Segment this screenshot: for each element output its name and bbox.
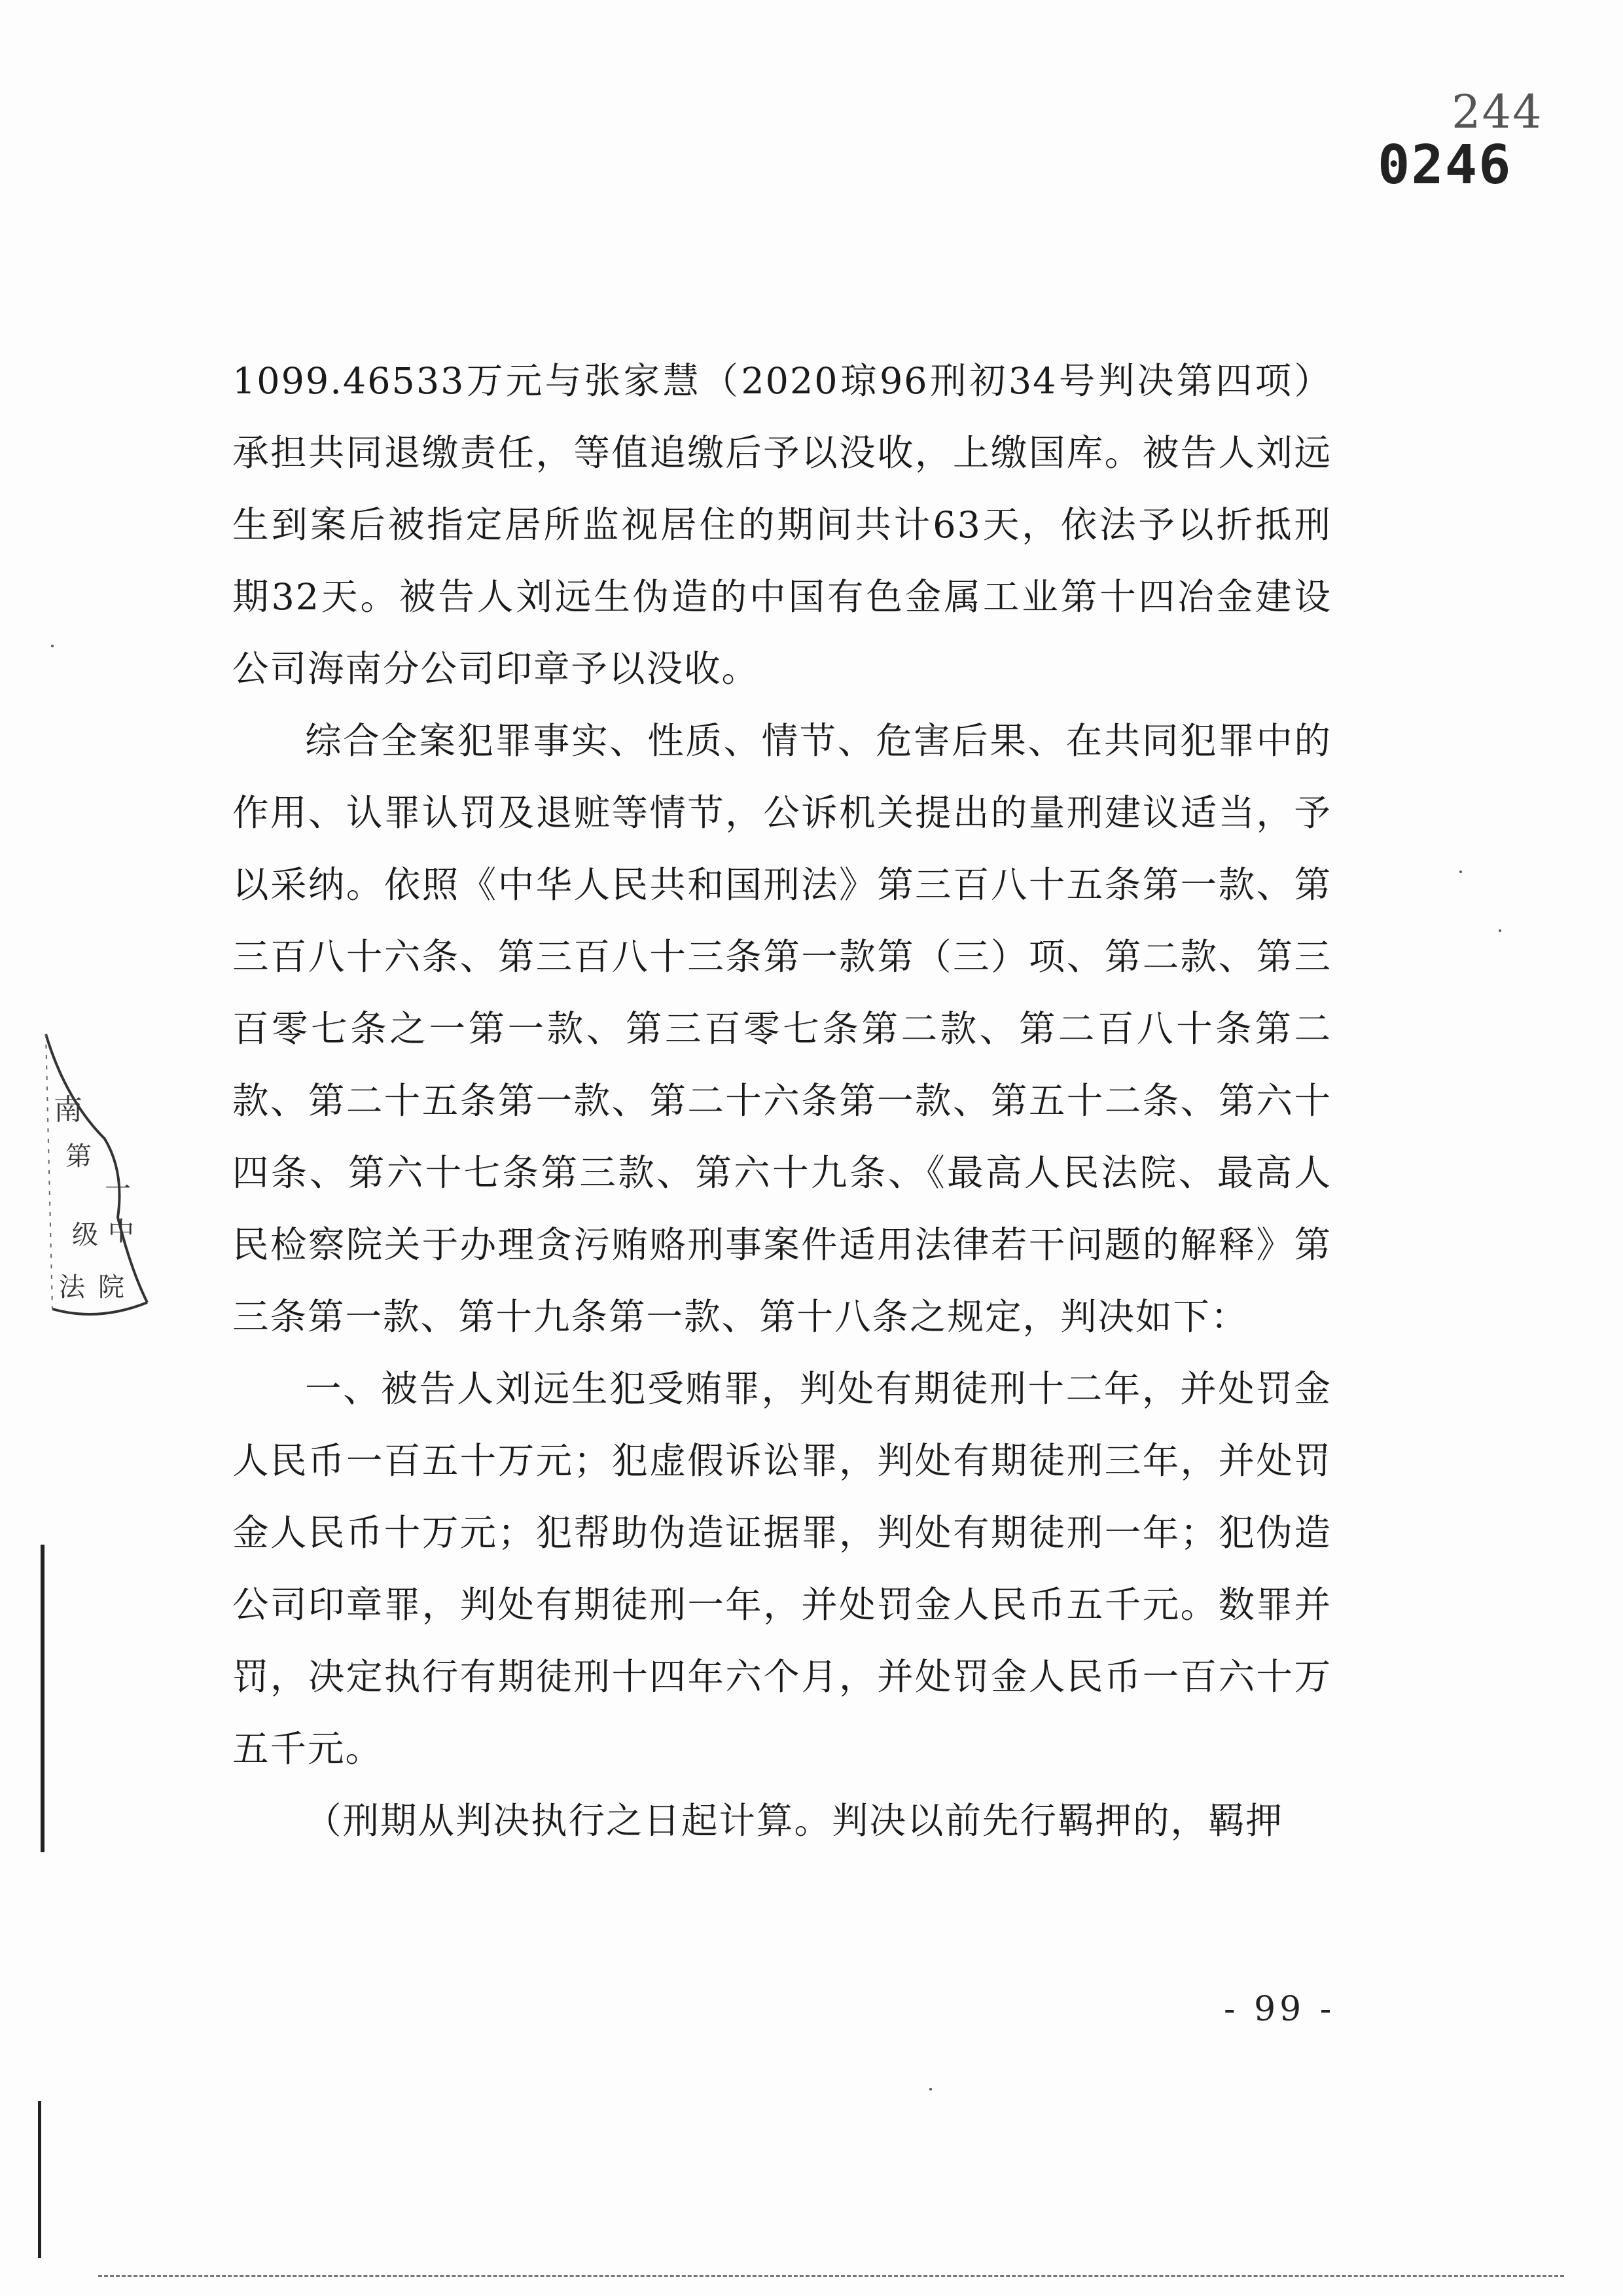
paragraph-sentence: 一、被告人刘远生犯受贿罪，判处有期徒刑十二年，并处罚金人民币一百五十万元；犯虚假诉讼罪，判处有期徒刑三年，并处罚金人民币十万元；犯帮助伪造证据罪，判处有期徒刑一年；犯伪造公司印章罪，判处有期徒刑一年，并处罚金人民币五千元。数罪并罚，决定执行有期徒刑十四年六个月，并处罚金人民币一百六十万五千元。: [232, 1368, 1332, 1770]
svg-text:级: 级: [72, 1220, 98, 1250]
court-seal-icon: [26, 1021, 157, 1329]
scan-artifact-dot: [1499, 929, 1501, 932]
scan-artifact-bar: [38, 2101, 41, 2258]
scan-artifact-dot: [51, 645, 54, 647]
paragraph-legal-basis: 综合全案犯罪事实、性质、情节、危害后果、在共同犯罪中的作用、认罪认罚及退赃等情节，公诉机关提出的量刑建议适当，予以采纳。依照《中华人民共和国刑法》第三百八十五条第一款、第三百八十六条、第三百八十三条第一款第（三）项、第二款、第三百零七条之一第一款、第三百零七条第二款、第二百八十条第二款、第二十五条第一款、第二十六条第一款、第五十二条、第六十四条、第六十七条第三款、第六十九条、《最高人民法院、最高人民检察院关于办理贪污贿赂刑事案件适用法律若干问题的解释》第三条第一款、第十九条第一款、第十八条之规定，判决如下：: [232, 720, 1332, 1338]
svg-text:第: 第: [65, 1141, 92, 1172]
scan-bottom-edge: [98, 2275, 1564, 2277]
svg-text:一: 一: [105, 1174, 131, 1204]
judgment-body: [232, 346, 1332, 1857]
svg-text:中: 中: [108, 1217, 134, 1247]
scan-artifact-dot: [929, 2088, 932, 2090]
scan-artifact-bar: [41, 1545, 45, 1852]
archive-number-new: 0246: [1378, 134, 1512, 196]
archive-number-old: 244: [1452, 85, 1543, 139]
svg-text:院: 院: [98, 1272, 124, 1302]
paragraph-confiscation: 1099.46533万元与张家慧（2020琼96刑初34号判决第四项）承担共同退缴责任，等值追缴后予以没收，上缴国库。被告人刘远生到案后被指定居所监视居住的期间共计63天，依法予以折抵刑期32天。被告人刘远生伪造的中国有色金属工业第十四冶金建设公司海南分公司印章予以没收。: [232, 360, 1332, 691]
scan-artifact-dot: [1459, 870, 1462, 873]
paragraph-term-calculation: （刑期从判决执行之日起计算。判决以前先行羁押的，羁押: [305, 1800, 1284, 1842]
page-number: - 99 -: [1224, 1990, 1336, 2029]
svg-text:法: 法: [59, 1272, 85, 1302]
svg-text:南: 南: [54, 1093, 82, 1126]
